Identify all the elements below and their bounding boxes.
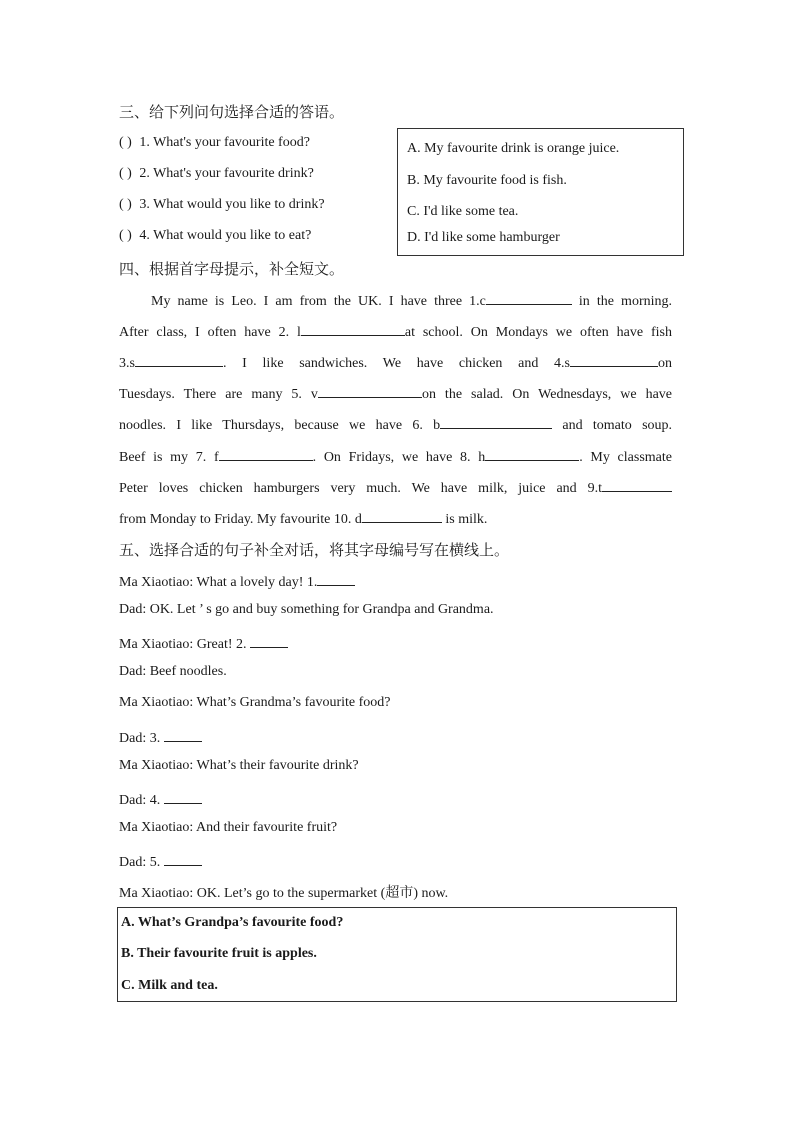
dialogue-line: Ma Xiaotiao: What’s their favourite drink? bbox=[119, 758, 359, 773]
blank-2[interactable] bbox=[301, 321, 405, 336]
dialogue-line: Ma Xiaotiao: What’s Grandma’s favourite food? bbox=[119, 695, 391, 710]
dialogue-blank-1[interactable] bbox=[317, 571, 355, 586]
question-text: 3. What would you like to drink? bbox=[139, 197, 325, 212]
dialogue-blank-2[interactable] bbox=[250, 633, 288, 648]
question-1 bbox=[119, 135, 310, 151]
dialogue-line: Ma Xiaotiao: And their favourite fruit? bbox=[119, 820, 338, 835]
answer-option-b: B. Their favourite fruit is apples. bbox=[121, 946, 317, 961]
blank-3[interactable] bbox=[135, 352, 223, 367]
question-text: 4. What would you like to eat? bbox=[139, 228, 312, 243]
dialogue-line: Dad: Beef noodles. bbox=[119, 664, 227, 679]
section-5-heading: 五、选择合适的句子补全对话，将其字母编号写在横线上。 bbox=[119, 541, 510, 559]
answer-paren[interactable]: ( ) bbox=[119, 166, 132, 181]
passage-line: My name is Leo. I am from the UK. I have three 1.c in the morning. bbox=[119, 290, 672, 310]
question-2 bbox=[119, 166, 314, 182]
section-4-heading: 四、根据首字母提示，补全短文。 bbox=[119, 260, 345, 278]
dialogue-line: Dad: 4. bbox=[119, 789, 202, 809]
option-c: C. I'd like some tea. bbox=[407, 204, 519, 219]
passage-line: 3.s . I like sandwiches. We have chicken and 4.s on bbox=[119, 352, 672, 372]
passage-line: Beef is my 7. f . On Fridays, we have 8. h . My classmate bbox=[119, 446, 672, 466]
dialogue-blank-4[interactable] bbox=[164, 789, 202, 804]
answer-paren[interactable]: ( ) bbox=[119, 135, 132, 150]
passage-line: Peter loves chicken hamburgers very much. We have milk, juice and 9.t bbox=[119, 477, 672, 497]
question-text: 1. What's your favourite food? bbox=[139, 135, 310, 150]
dialogue-blank-5[interactable] bbox=[164, 851, 202, 866]
section-3-heading: 三、给下列问句选择合适的答语。 bbox=[119, 103, 345, 121]
passage-line: from Monday to Friday. My favourite 10. d is milk. bbox=[119, 508, 672, 528]
dialogue-line: Ma Xiaotiao: What a lovely day! 1. bbox=[119, 571, 355, 591]
blank-8[interactable] bbox=[485, 446, 579, 461]
options-box bbox=[397, 128, 684, 256]
blank-9[interactable] bbox=[602, 477, 672, 492]
blank-7[interactable] bbox=[219, 446, 313, 461]
blank-4[interactable] bbox=[570, 352, 658, 367]
dialogue-blank-3[interactable] bbox=[164, 727, 202, 742]
passage-line: After class, I often have 2. l at school. On Mondays we often have fish bbox=[119, 321, 672, 341]
answer-option-c: C. Milk and tea. bbox=[121, 978, 218, 993]
dialogue-line: Ma Xiaotiao: Great! 2. bbox=[119, 633, 288, 653]
answer-option-a: A. What’s Grandpa’s favourite food? bbox=[121, 915, 344, 930]
question-text: 2. What's your favourite drink? bbox=[139, 166, 314, 181]
blank-5[interactable] bbox=[318, 383, 422, 398]
answer-options-box bbox=[117, 907, 677, 1002]
dialogue-line: Ma Xiaotiao: OK. Let’s go to the supermarket (超市) now. bbox=[119, 886, 449, 901]
question-3 bbox=[119, 197, 325, 213]
question-4 bbox=[119, 228, 311, 244]
answer-paren[interactable]: ( ) bbox=[119, 228, 132, 243]
option-a: A. My favourite drink is orange juice. bbox=[407, 141, 620, 156]
passage-line: Tuesdays. There are many 5. v on the salad. On Wednesdays, we have bbox=[119, 383, 672, 403]
dialogue-line: Dad: 5. bbox=[119, 851, 202, 871]
blank-1[interactable] bbox=[486, 290, 572, 305]
option-d: D. I'd like some hamburger bbox=[407, 230, 560, 245]
dialogue-line: Dad: 3. bbox=[119, 727, 202, 747]
option-b: B. My favourite food is fish. bbox=[407, 173, 567, 188]
passage-line: noodles. I like Thursdays, because we have 6. b and tomato soup. bbox=[119, 414, 672, 434]
blank-6[interactable] bbox=[440, 414, 552, 429]
dialogue-line: Dad: OK. Let ’ s go and buy something for Grandpa and Grandma. bbox=[119, 602, 494, 617]
blank-10[interactable] bbox=[362, 508, 442, 523]
answer-paren[interactable]: ( ) bbox=[119, 197, 132, 212]
